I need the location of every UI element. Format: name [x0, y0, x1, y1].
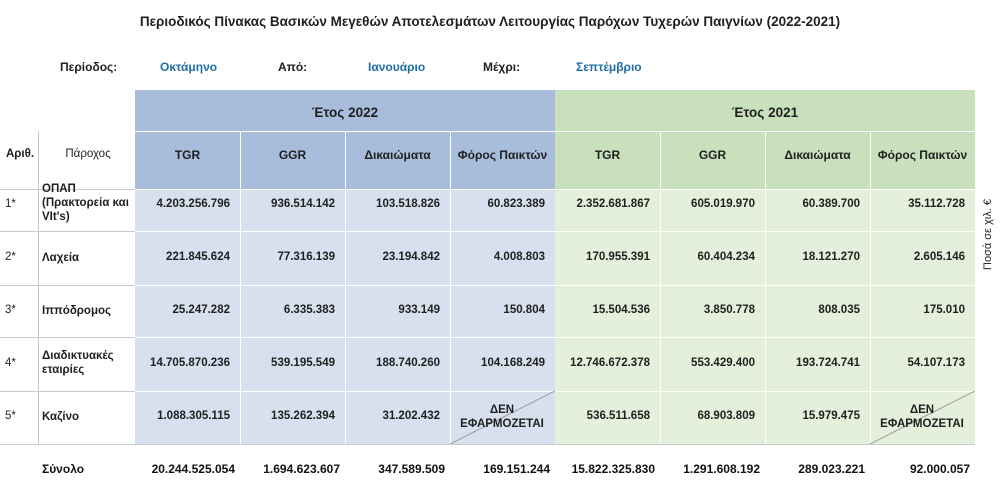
to-label: Μέχρι:	[483, 60, 521, 74]
amounts-unit-note: Ποσά σε χιλ. €	[982, 199, 994, 270]
cell-tax-2022: 4.008.803	[493, 251, 545, 263]
provider-name: Λαχεία	[42, 252, 80, 264]
row-number: 2*	[5, 251, 16, 263]
grid-line	[0, 285, 135, 286]
total-tgr-2021: 15.822.325.830	[571, 462, 655, 476]
cell-ggr-2021: 60.404.234	[697, 251, 755, 263]
grid-line	[38, 131, 39, 444]
provider-name: Ιππόδρομος	[42, 305, 111, 317]
provider-name: Διαδικτυακές εταιρίες	[42, 350, 114, 376]
total-tax-2021: 92.000.057	[909, 462, 970, 476]
period-label: Περίοδος:	[60, 60, 118, 74]
to-value: Σεπτέμβριο	[576, 60, 642, 74]
total-label: Σύνολο	[42, 462, 85, 476]
year-2022-label: Έτος 2022	[311, 105, 379, 120]
cell-royalties-2021: 18.121.270	[802, 251, 860, 263]
row-number: 5*	[5, 410, 16, 422]
cell-ggr-2021: 3.850.778	[703, 304, 755, 316]
from-value: Ιανουάριο	[368, 60, 426, 74]
grid-line	[135, 337, 975, 338]
total-royalties-2022: 347.589.509	[378, 462, 445, 476]
cell-royalties-2021: 60.389.700	[802, 198, 860, 210]
grid-line	[240, 131, 241, 444]
grid-line	[135, 285, 975, 286]
cell-tgr-2021: 536.511.658	[586, 410, 650, 422]
cell-ggr-2022: 936.514.142	[271, 198, 335, 210]
grid-line	[0, 337, 135, 338]
grid-line	[135, 231, 975, 232]
cell-tgr-2022: 25.247.282	[172, 304, 230, 316]
col-header-provider: Πάροχος	[65, 148, 111, 160]
cell-tgr-2021: 2.352.681.867	[576, 198, 650, 210]
grid-line	[135, 131, 975, 132]
cell-tgr-2021: 12.746.672.378	[570, 357, 650, 369]
total-tax-2022: 169.151.244	[483, 462, 550, 476]
col-header-ggr-2021: GGR	[698, 148, 727, 162]
cell-tax-2022: 150.804	[503, 304, 545, 316]
cell-tax-2022: 104.168.249	[481, 357, 545, 369]
row-number: 4*	[5, 357, 16, 369]
grid-line	[135, 391, 975, 392]
cell-tgr-2022: 14.705.870.236	[150, 357, 230, 369]
cell-royalties-2022: 188.740.260	[376, 357, 440, 369]
cell-royalties-2021: 193.724.741	[796, 357, 860, 369]
cell-ggr-2021: 553.429.400	[691, 357, 755, 369]
cell-tgr-2022: 221.845.624	[166, 251, 230, 263]
col-header-tax-2021: Φόρος Παικτών	[877, 148, 968, 162]
col-header-royalties-2021: Δικαιώματα	[784, 148, 851, 162]
cell-tax-2021: 175.010	[923, 304, 965, 316]
col-header-num: Αριθ.	[5, 148, 35, 160]
cell-tax-2022-not-applicable: ΔΕΝ ΕΦΑΡΜΟΖΕΤΑΙ	[460, 404, 544, 430]
col-header-tax-2022: Φόρος Παικτών	[457, 148, 548, 162]
cell-tax-2021: 54.107.173	[907, 357, 965, 369]
page-title: Περιοδικός Πίνακας Βασικών Μεγεθών Αποτελεσμάτων Λειτουργίας Παρόχων Τυχερών Παιγνίων (2022-2021)	[139, 14, 841, 29]
total-ggr-2022: 1.694.623.607	[263, 462, 340, 476]
period-value: Οκτάμηνο	[160, 60, 218, 74]
cell-ggr-2021: 605.019.970	[691, 198, 755, 210]
cell-tax-2022: 60.823.389	[487, 198, 545, 210]
period-row	[0, 60, 980, 76]
cell-tgr-2022: 1.088.305.115	[157, 410, 230, 422]
cell-tgr-2021: 170.955.391	[586, 251, 650, 263]
row-number: 1*	[5, 198, 16, 210]
col-header-ggr-2022: GGR	[278, 148, 307, 162]
col-header-royalties-2022: Δικαιώματα	[364, 148, 431, 162]
cell-ggr-2022: 77.316.139	[277, 251, 335, 263]
grid-line	[0, 444, 975, 445]
cell-ggr-2022: 539.195.549	[271, 357, 335, 369]
cell-tgr-2021: 15.504.536	[592, 304, 650, 316]
from-label: Από:	[278, 60, 308, 74]
total-tgr-2022: 20.244.525.054	[151, 462, 235, 476]
cell-ggr-2022: 135.262.394	[271, 410, 335, 422]
cell-tax-2021-not-applicable: ΔΕΝ ΕΦΑΡΜΟΖΕΤΑΙ	[880, 404, 964, 430]
col-header-tgr-2021: TGR	[594, 148, 621, 162]
cell-royalties-2022: 31.202.432	[382, 410, 440, 422]
year-2021-label: Έτος 2021	[731, 105, 799, 120]
cell-tgr-2022: 4.203.256.796	[156, 198, 230, 210]
provider-name: ΟΠΑΠ (Πρακτορεία και VIt's)	[42, 183, 129, 223]
cell-royalties-2022: 103.518.826	[376, 198, 440, 210]
cell-royalties-2022: 23.194.842	[382, 251, 440, 263]
cell-tax-2021: 2.605.146	[913, 251, 965, 263]
total-ggr-2021: 1.291.608.192	[683, 462, 760, 476]
grid-line	[660, 131, 661, 444]
cell-tax-2021: 35.112.728	[908, 198, 965, 210]
total-royalties-2021: 289.023.221	[798, 462, 865, 476]
cell-ggr-2022: 6.335.383	[283, 304, 335, 316]
grid-line	[0, 231, 135, 232]
cell-royalties-2021: 808.035	[818, 304, 860, 316]
cell-royalties-2021: 15.979.475	[802, 410, 860, 422]
provider-name: Καζίνο	[42, 411, 80, 423]
grid-line	[765, 131, 766, 444]
grid-line	[135, 189, 975, 190]
cell-royalties-2022: 933.149	[398, 304, 440, 316]
cell-ggr-2021: 68.903.809	[697, 410, 755, 422]
grid-line	[0, 391, 135, 392]
row-number: 3*	[5, 304, 16, 316]
col-header-tgr-2022: TGR	[174, 148, 201, 162]
grid-line	[345, 131, 346, 444]
